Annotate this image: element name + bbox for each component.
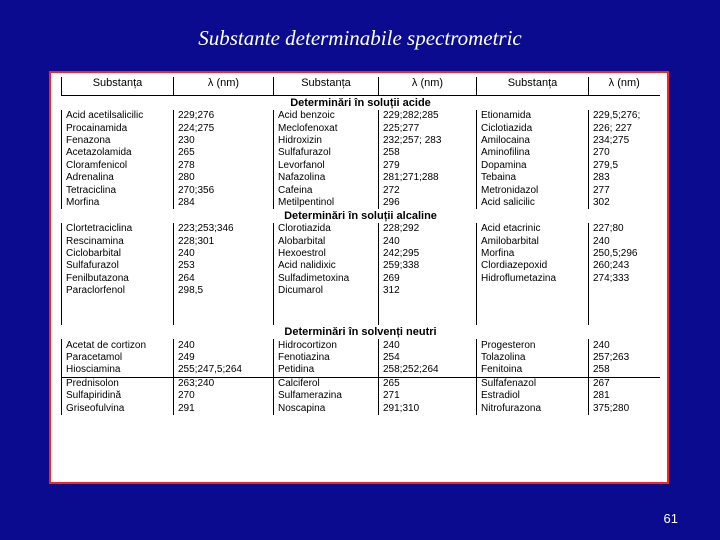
wavelength-cell: 230 (174, 135, 274, 147)
substance-cell: Griseofulvina (62, 402, 174, 414)
table-row (62, 377, 660, 390)
substance-cell: Alobarbital (274, 236, 379, 248)
col-header-lambda: λ (nm) (379, 77, 477, 96)
substance-cell: Acetazolamida (62, 147, 174, 159)
substance-cell: Morfina (477, 248, 589, 260)
substance-cell: Clorotiazida (274, 223, 379, 235)
wavelength-cell: 264 (174, 273, 274, 285)
substance-cell: Dicumarol (274, 285, 379, 297)
spacer-cell (174, 311, 274, 325)
substance-cell: Cafeina (274, 184, 379, 196)
wavelength-cell: 277 (589, 184, 660, 196)
substance-cell: Sulfapiridină (62, 390, 174, 402)
wavelength-cell: 254 (379, 352, 477, 364)
wavelength-cell: 375;280 (589, 402, 660, 414)
spacer-cell (174, 297, 274, 311)
table-header-row (62, 77, 660, 96)
spacer-cell (62, 297, 174, 311)
substance-cell: Nafazolina (274, 172, 379, 184)
substance-cell: Sulfafurazol (274, 147, 379, 159)
wavelength-cell: 269 (379, 273, 477, 285)
substance-cell: Fenotiazina (274, 352, 379, 364)
table-row (62, 285, 660, 297)
section-title-row (62, 209, 660, 223)
wavelength-cell: 279,5 (589, 160, 660, 172)
wavelength-cell: 283 (589, 172, 660, 184)
wavelength-cell: 240 (589, 339, 660, 351)
substance-cell: Sulfafenazol (477, 377, 589, 390)
wavelength-cell: 232;257; 283 (379, 135, 477, 147)
spacer-cell (379, 297, 477, 311)
wavelength-cell: 234;275 (589, 135, 660, 147)
substance-cell: Tetraciclina (62, 184, 174, 196)
wavelength-cell: 227;80 (589, 223, 660, 235)
section-title-row (62, 96, 660, 111)
wavelength-cell: 240 (174, 339, 274, 351)
substance-cell: Progesteron (477, 339, 589, 351)
wavelength-cell: 281;271;288 (379, 172, 477, 184)
section-title: Determinări în soluții alcaline (284, 210, 437, 223)
wavelength-cell: 284 (174, 197, 274, 209)
wavelength-cell: 259;338 (379, 260, 477, 272)
substance-cell: Prednisolon (62, 377, 174, 390)
substance-cell (477, 285, 589, 297)
col-header-substance: Substanța (274, 77, 379, 96)
wavelength-cell: 257;263 (589, 352, 660, 364)
substance-cell: Calciferol (274, 377, 379, 390)
spacer-cell (274, 311, 379, 325)
substance-cell: Sulfafurazol (62, 260, 174, 272)
wavelength-cell: 260;243 (589, 260, 660, 272)
wavelength-cell: 274;333 (589, 273, 660, 285)
wavelength-cell: 263;240 (174, 377, 274, 390)
wavelength-cell: 312 (379, 285, 477, 297)
substance-cell: Procainamida (62, 122, 174, 134)
substance-cell: Amilobarbital (477, 236, 589, 248)
substance-cell: Ciclotiazida (477, 122, 589, 134)
table-row (62, 364, 660, 377)
wavelength-cell: 253 (174, 260, 274, 272)
substance-cell: Acetat de cortizon (62, 339, 174, 351)
substance-cell: Paracetamol (62, 352, 174, 364)
wavelength-cell: 229,5;276; (589, 110, 660, 122)
wavelength-cell: 265 (174, 147, 274, 159)
spacer-cell (62, 311, 174, 325)
spacer-cell (589, 297, 660, 311)
wavelength-cell: 281 (589, 390, 660, 402)
substance-cell: Metronidazol (477, 184, 589, 196)
col-header-substance: Substanța (477, 77, 589, 96)
wavelength-cell: 267 (589, 377, 660, 390)
substance-cell: Tolazolina (477, 352, 589, 364)
wavelength-cell: 291;310 (379, 402, 477, 414)
wavelength-cell: 255;247,5;264 (174, 364, 274, 377)
table-row (62, 402, 660, 414)
substance-cell: Hexoestrol (274, 248, 379, 260)
page-number: 61 (663, 511, 678, 526)
wavelength-cell: 240 (174, 248, 274, 260)
wavelength-cell: 258 (589, 364, 660, 377)
table-row (62, 135, 660, 147)
spacer-cell (589, 311, 660, 325)
table-row (62, 273, 660, 285)
wavelength-cell (589, 285, 660, 297)
substance-cell: Metilpentinol (274, 197, 379, 209)
col-header-substance: Substanța (62, 77, 174, 96)
substance-cell: Fenitoina (477, 364, 589, 377)
substance-cell: Aminofilina (477, 147, 589, 159)
substance-cell: Hidrocortizon (274, 339, 379, 351)
spacer-cell (274, 297, 379, 311)
wavelength-cell: 270 (589, 147, 660, 159)
wavelength-cell: 229;276 (174, 110, 274, 122)
substance-cell: Fenilbutazona (62, 273, 174, 285)
wavelength-cell: 242;295 (379, 248, 477, 260)
table-row (62, 236, 660, 248)
col-header-lambda: λ (nm) (589, 77, 660, 96)
section-title: Determinări în soluții acide (290, 97, 431, 109)
table-row (62, 260, 660, 272)
wavelength-cell: 225;277 (379, 122, 477, 134)
table-row (62, 248, 660, 260)
wavelength-cell: 226; 227 (589, 122, 660, 134)
wavelength-cell: 265 (379, 377, 477, 390)
substance-cell: Etionamida (477, 110, 589, 122)
table-row (62, 223, 660, 235)
wavelength-cell: 278 (174, 160, 274, 172)
table-row (62, 110, 660, 122)
substance-cell: Acid salicilic (477, 197, 589, 209)
spectrometry-table (61, 77, 660, 415)
substance-cell: Clordiazepoxid (477, 260, 589, 272)
substance-cell: Clortetraciclina (62, 223, 174, 235)
spacer-row (62, 311, 660, 325)
wavelength-cell: 240 (379, 339, 477, 351)
table-row (62, 160, 660, 172)
substance-cell: Adrenalina (62, 172, 174, 184)
wavelength-cell: 240 (589, 236, 660, 248)
wavelength-cell: 302 (589, 197, 660, 209)
wavelength-cell: 224;275 (174, 122, 274, 134)
substance-cell: Sulfadimetoxina (274, 273, 379, 285)
table-row (62, 390, 660, 402)
spacer-cell (477, 297, 589, 311)
wavelength-cell: 271 (379, 390, 477, 402)
substance-cell: Cloramfenicol (62, 160, 174, 172)
substance-cell: Amilocaina (477, 135, 589, 147)
substance-cell: Ciclobarbital (62, 248, 174, 260)
spacer-cell (379, 311, 477, 325)
substance-cell: Petidina (274, 364, 379, 377)
substance-cell: Acid nalidixic (274, 260, 379, 272)
substance-cell: Acid acetilsalicilic (62, 110, 174, 122)
wavelength-cell: 291 (174, 402, 274, 414)
wavelength-cell: 280 (174, 172, 274, 184)
table-row (62, 172, 660, 184)
wavelength-cell: 296 (379, 197, 477, 209)
substance-cell: Acid benzoic (274, 110, 379, 122)
wavelength-cell: 258;252;264 (379, 364, 477, 377)
substance-cell: Meclofenoxat (274, 122, 379, 134)
substance-cell: Levorfanol (274, 160, 379, 172)
wavelength-cell: 258 (379, 147, 477, 159)
wavelength-cell: 298,5 (174, 285, 274, 297)
wavelength-cell: 272 (379, 184, 477, 196)
substance-cell: Hiosciamina (62, 364, 174, 377)
wavelength-cell: 228;301 (174, 236, 274, 248)
table-row (62, 197, 660, 209)
slide-title: Substante determinabile spectrometric (198, 26, 522, 50)
substance-cell: Tebaina (477, 172, 589, 184)
table-row (62, 352, 660, 364)
wavelength-cell: 250,5;296 (589, 248, 660, 260)
wavelength-cell: 240 (379, 236, 477, 248)
section-title-row (62, 325, 660, 339)
wavelength-cell: 270 (174, 390, 274, 402)
table-frame (49, 71, 669, 484)
substance-cell: Fenazona (62, 135, 174, 147)
substance-cell: Rescinamina (62, 236, 174, 248)
table-row (62, 339, 660, 351)
table-row (62, 184, 660, 196)
substance-cell: Hidroxizin (274, 135, 379, 147)
substance-cell: Morfina (62, 197, 174, 209)
substance-cell: Noscapina (274, 402, 379, 414)
substance-cell: Sulfamerazina (274, 390, 379, 402)
table-row (62, 147, 660, 159)
wavelength-cell: 229;282;285 (379, 110, 477, 122)
substance-cell: Estradiol (477, 390, 589, 402)
spacer-row (62, 297, 660, 311)
substance-cell: Paraclorfenol (62, 285, 174, 297)
section-title: Determinări în solvenți neutri (284, 326, 437, 339)
substance-cell: Dopamina (477, 160, 589, 172)
substance-cell: Nitrofurazona (477, 402, 589, 414)
substance-cell: Acid etacrinic (477, 223, 589, 235)
spacer-cell (477, 311, 589, 325)
wavelength-cell: 279 (379, 160, 477, 172)
col-header-lambda: λ (nm) (174, 77, 274, 96)
wavelength-cell: 270;356 (174, 184, 274, 196)
substance-cell: Hidroflumetazina (477, 273, 589, 285)
wavelength-cell: 223;253;346 (174, 223, 274, 235)
table-row (62, 122, 660, 134)
wavelength-cell: 228;292 (379, 223, 477, 235)
wavelength-cell: 249 (174, 352, 274, 364)
